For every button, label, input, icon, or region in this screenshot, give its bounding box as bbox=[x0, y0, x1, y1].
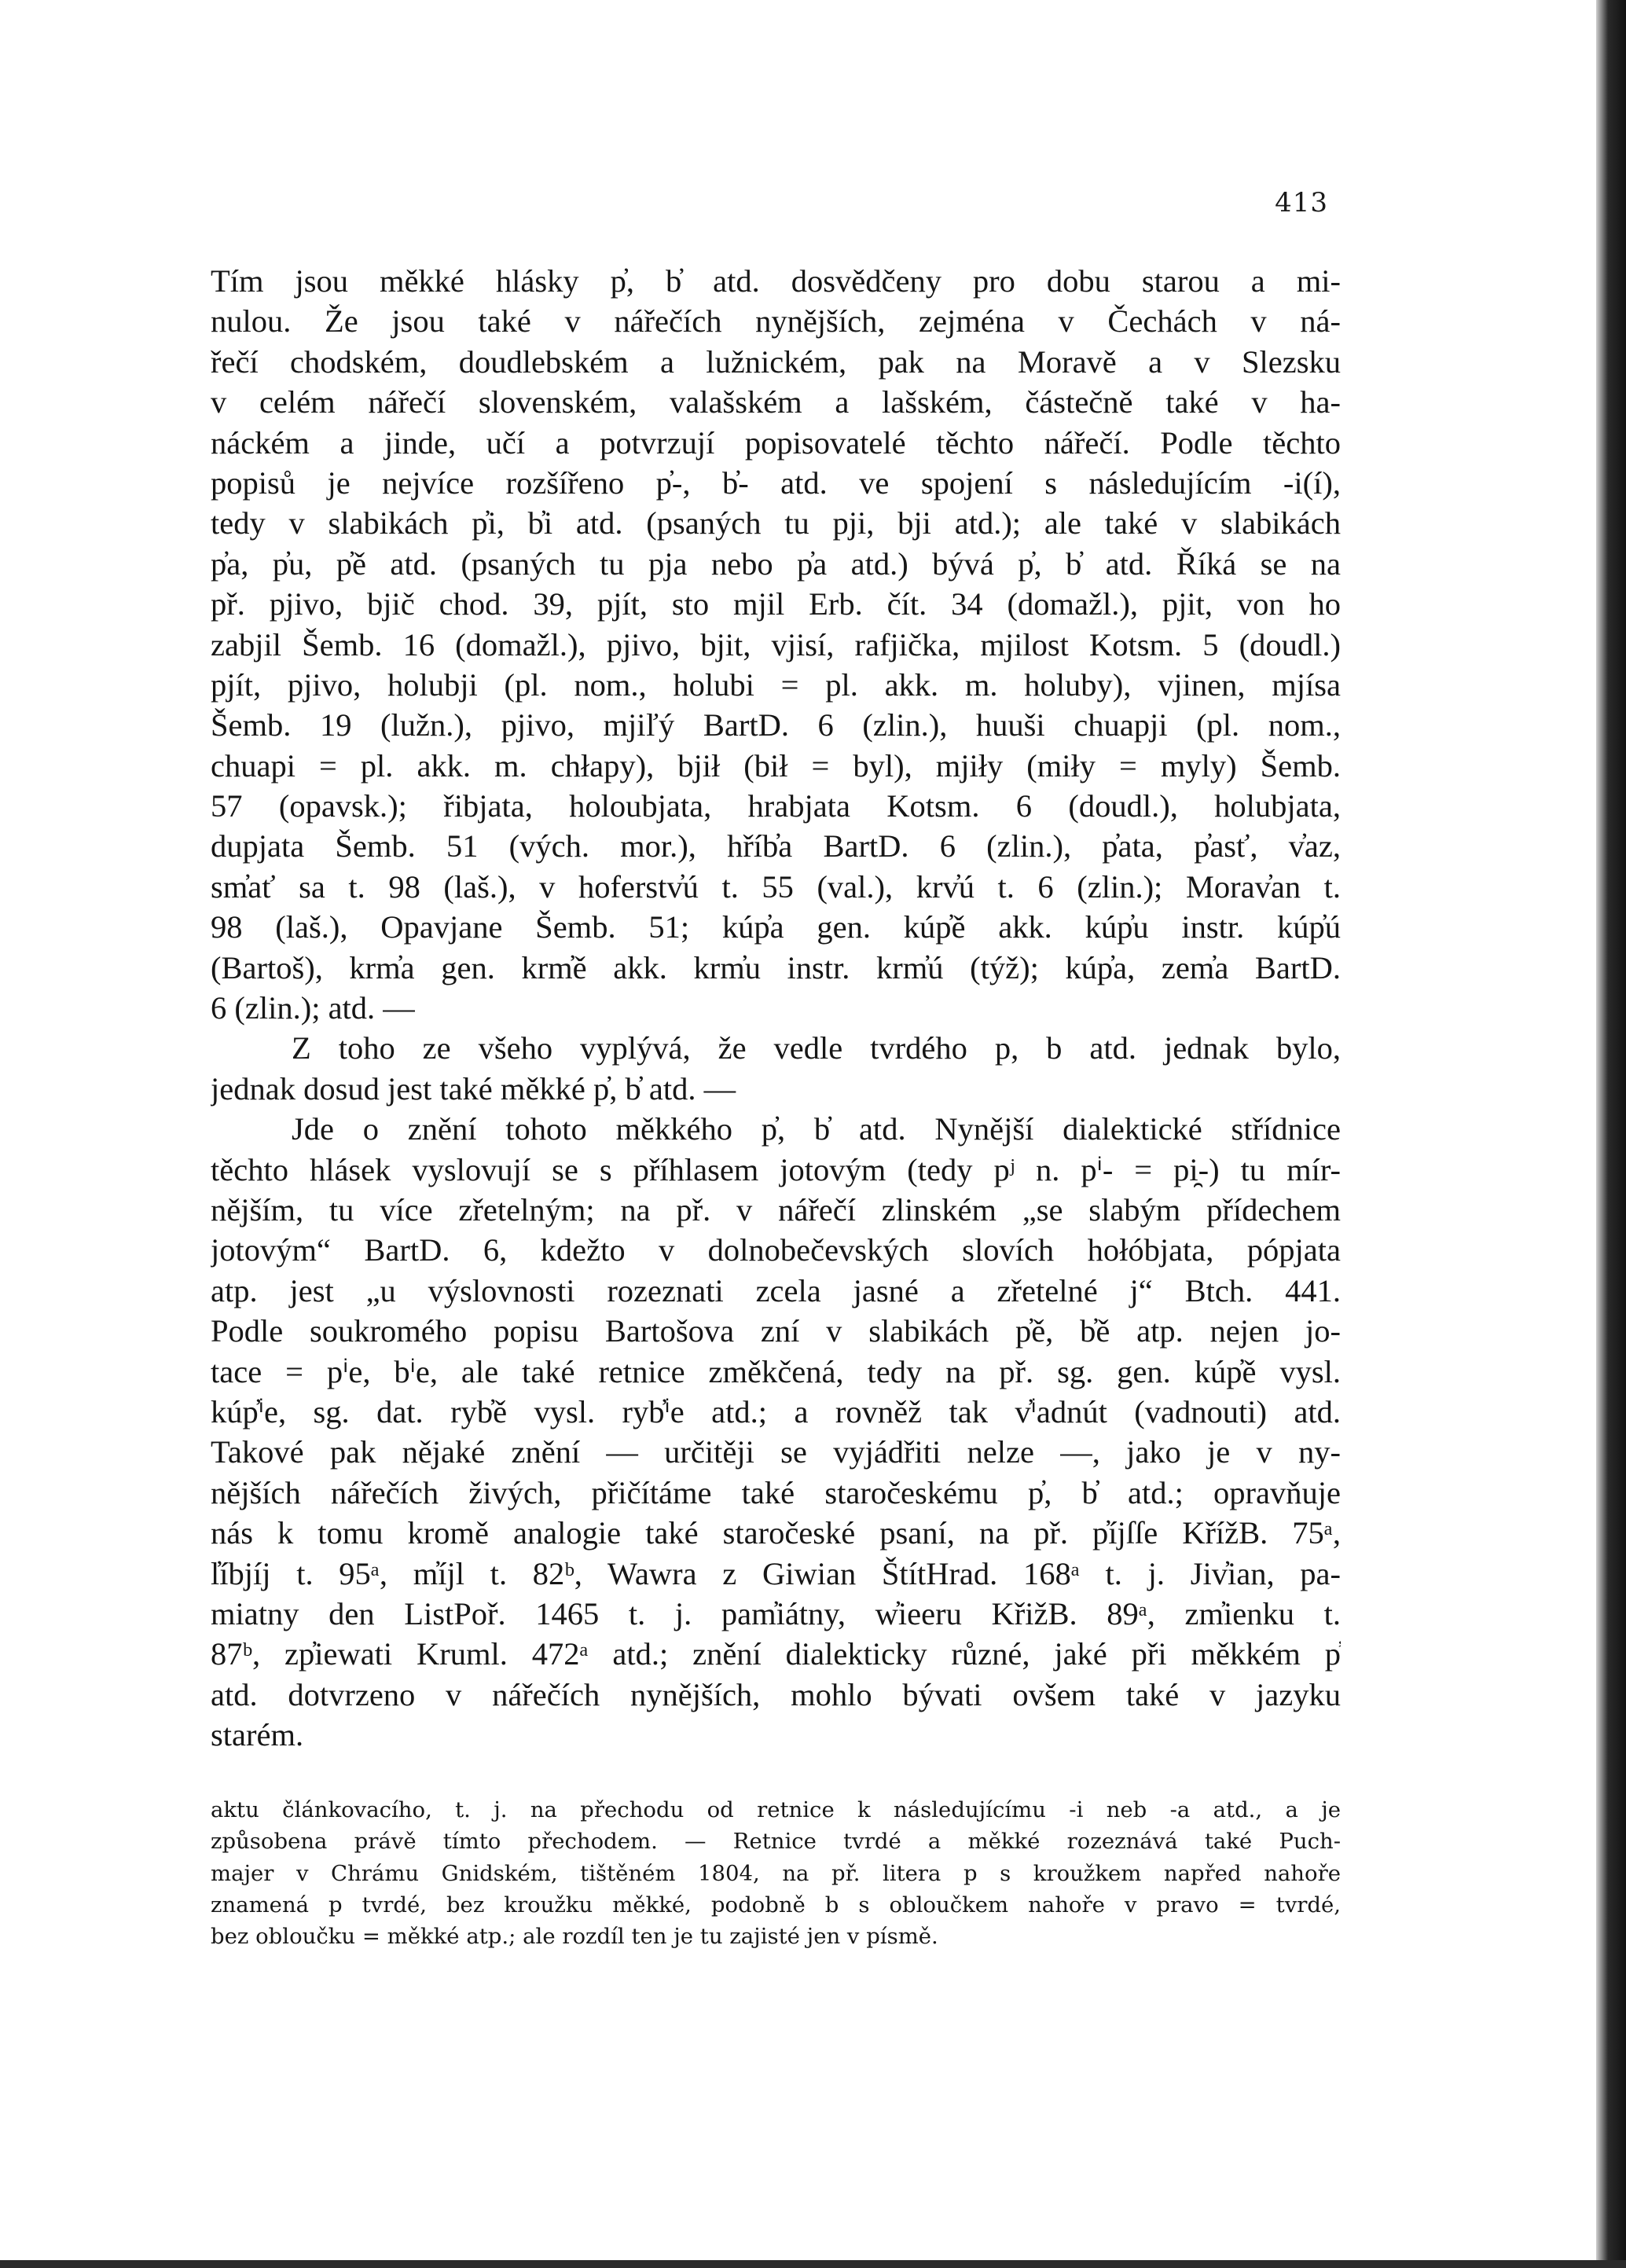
text-line: nějším, tu více zřetelným; na př. v nářečí zlinském „se slabým přídechem bbox=[211, 1191, 1341, 1228]
text-line: l̓íbjíj t. 95ᵃ, m̓íjl t. 82ᵇ, Wawra z Giwian ŠtítHrad. 168ᵃ t. j. Jiv̓ian, pa- bbox=[211, 1555, 1341, 1591]
text-line: p̓a, p̓u, p̓ě atd. (psaných tu pja nebo p̓a atd.) bývá p̓, b̓ atd. Říká se na bbox=[211, 545, 1341, 582]
text-line: chuapi = pl. akk. m. chłapy), bjił (bił = byl), mjiły (miły = myly) Šemb. bbox=[211, 747, 1341, 784]
text-line: nulou. Že jsou také v nářečích nynějších, zejména v Čechách v ná- bbox=[211, 303, 1341, 339]
text-line: dupjata Šemb. 51 (vých. mor.), hříb̓a BartD. 6 (zlin.), p̓ata, p̓asť, v̓az, bbox=[211, 828, 1341, 864]
footnote-block bbox=[211, 1794, 1341, 1952]
footnote-line: aktu článkovacího, t. j. na přechodu od retnice k následujícímu -i neb -a atd., a je bbox=[211, 1797, 1341, 1822]
footnote-line: způsobena právě tímto přechodem. — Retnice tvrdé a měkké rozeznává také Puch- bbox=[211, 1829, 1341, 1855]
text-line: zabjil Šemb. 16 (domažl.), pjivo, bjit, vjisí, rafjička, mjilost Kotsm. 5 (doudl.) bbox=[211, 626, 1341, 662]
scan-edge-right bbox=[1596, 0, 1626, 2268]
text-line: popisů je nejvíce rozšířeno p̓-, b̓- atd. ve spojení s následujícím -i(í), bbox=[211, 464, 1341, 501]
text-line: Takové pak nějaké znění — určitěji se vyjádřiti nelze —, jako je v ny- bbox=[211, 1434, 1341, 1470]
text-line: v celém nářečí slovenském, valašském a lašském, částečně také v ha- bbox=[211, 384, 1341, 420]
text-line: atp. jest „u výslovnosti rozeznati zcela jasné a zřetelné j“ Btch. 441. bbox=[211, 1272, 1341, 1308]
text-line: sm̓ať sa t. 98 (laš.), v hoferstv̓ú t. 55 (val.), krv̓ú t. 6 (zlin.); Morav̓an t. bbox=[211, 868, 1341, 905]
text-line: Tím jsou měkké hlásky p̓, b̓ atd. dosvědčeny pro dobu starou a mi- bbox=[211, 263, 1341, 299]
text-line: tace = pⁱe, bⁱe, ale také retnice změkčená, tedy na př. sg. gen. kúp̓ě vysl. bbox=[211, 1353, 1341, 1389]
text-line: miatny den ListPoř. 1465 t. j. pam̓iátny, w̓ieeru KřižB. 89ᵃ, zm̓ienku t. bbox=[211, 1595, 1341, 1631]
text-line: náckém a jinde, učí a potvrzují popisovatelé těchto nářečí. Podle těchto bbox=[211, 424, 1341, 461]
text-line: tedy v slabikách p̓i, b̓i atd. (psaných tu pji, bji atd.); ale také v slabikách bbox=[211, 505, 1341, 541]
main-text-block bbox=[211, 261, 1341, 1755]
page-number: 413 bbox=[1275, 187, 1328, 218]
text-line: řečí chodském, doudlebském a lužnickém, pak na Moravě a v Slezsku bbox=[211, 343, 1341, 380]
text-line: 57 (opavsk.); řibjata, holoubjata, hrabjata Kotsm. 6 (doudl.), holubjata, bbox=[211, 788, 1341, 824]
text-line: starém. bbox=[211, 1717, 304, 1753]
text-line: Z toho ze všeho vyplývá, že vedle tvrdého p, b atd. jednak bylo, bbox=[292, 1030, 1341, 1066]
text-line: Jde o znění tohoto měkkého p̓, b̓ atd. Nynější dialektické střídnice bbox=[292, 1111, 1341, 1147]
text-line: kúp̓ⁱe, sg. dat. ryb̓ě vysl. ryb̓ⁱe atd.; a rovněž tak v̓ⁱadnút (vadnouti) atd. bbox=[211, 1393, 1341, 1429]
text-line: atd. dotvrzeno v nářečích nynějších, mohlo bývati ovšem také v jazyku bbox=[211, 1676, 1341, 1712]
text-line: Šemb. 19 (lužn.), pjivo, mjiľý BartD. 6 (zlin.), huuši chuapji (pl. nom., bbox=[211, 707, 1341, 743]
footnote-line: bez obloučku = měkké atp.; ale rozdíl ten je tu zajisté jen v písmě. bbox=[211, 1924, 938, 1950]
text-line: těchto hlásek vyslovují se s příhlasem jotovým (tedy pʲ n. pⁱ- = pi̯-) tu mír- bbox=[211, 1151, 1341, 1187]
footnote-line: majer v Chrámu Gnidském, tištěném 1804, na př. litera p s kroužkem napřed nahoře bbox=[211, 1860, 1341, 1886]
footnote-line: znamená p tvrdé, bez kroužku měkké, podobně b s obloučkem nahoře v pravo = tvrdé, bbox=[211, 1892, 1341, 1918]
text-line: Podle soukromého popisu Bartošova zní v slabikách p̓ě, b̓ě atp. nejen jo- bbox=[211, 1313, 1341, 1349]
text-line: nás k tomu kromě analogie také staročeské psaní, na př. p̓íjſſe KřížB. 75ᵃ, bbox=[211, 1515, 1341, 1551]
text-line: jednak dosud jest také měkké p̓, b̓ atd. — bbox=[211, 1070, 736, 1106]
text-line: jotovým“ BartD. 6, kdežto v dolnobečevských slovích hołóbjata, pópjata bbox=[211, 1232, 1341, 1268]
text-line: pjít, pjivo, holubji (pl. nom., holubi = pl. akk. m. holuby), vjinen, mjísa bbox=[211, 666, 1341, 703]
text-line: př. pjivo, bjič chod. 39, pjít, sto mjil Erb. čít. 34 (domažl.), pjit, von ho bbox=[211, 586, 1341, 622]
text-line: 87ᵇ, zp̓iewati Kruml. 472ᵃ atd.; znění dialekticky různé, jaké při měkkém p̓ bbox=[211, 1636, 1341, 1672]
text-line: 6 (zlin.); atd. — bbox=[211, 990, 415, 1026]
scan-edge-bottom bbox=[0, 2260, 1626, 2268]
text-line: nějších nářečích živých, přičítáme také staročeskému p̓, b̓ atd.; opravňuje bbox=[211, 1474, 1341, 1510]
text-line: 98 (laš.), Opavjane Šemb. 51; kúp̓a gen. kúp̓ě akk. kúp̓u instr. kúp̓ú bbox=[211, 909, 1341, 945]
text-line: (Bartoš), krm̓a gen. krm̓ě akk. krm̓u instr. krm̓ú (týž); kúp̓a, zem̓a BartD. bbox=[211, 949, 1341, 985]
